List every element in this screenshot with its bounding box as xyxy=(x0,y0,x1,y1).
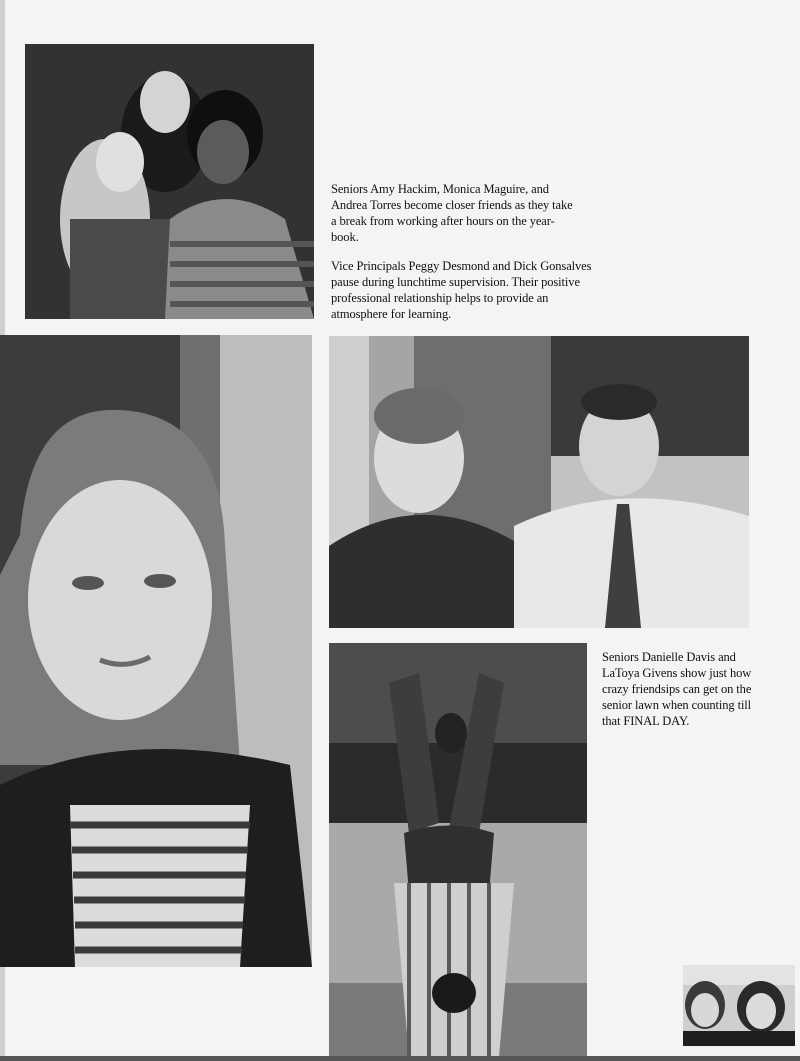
photo-three-friends xyxy=(25,44,314,319)
photo-senior-portrait xyxy=(0,335,312,967)
photo-handstand-lawn xyxy=(329,643,587,1057)
photo-vice-principals xyxy=(329,336,749,628)
caption-vice-principals: Vice Principals Peggy Desmond and Dick Gonsalves pause during lunchtime supervision. Their positive professional relationship helps to provide an atmosphere for learning. xyxy=(331,259,592,321)
photo-inset-two-seniors xyxy=(683,965,795,1046)
caption-handstand: Seniors Danielle Davis and LaToya Givens show just how crazy friendsips can get on the senior lawn when counting till that FINAL DAY. xyxy=(602,650,752,728)
page-bottom-edge xyxy=(0,1056,800,1061)
caption-senior-friends: Seniors Amy Hackim, Monica Maguire, and Andrea Torres become closer friends as they take a break from working after hours on the year-book. xyxy=(331,182,573,244)
